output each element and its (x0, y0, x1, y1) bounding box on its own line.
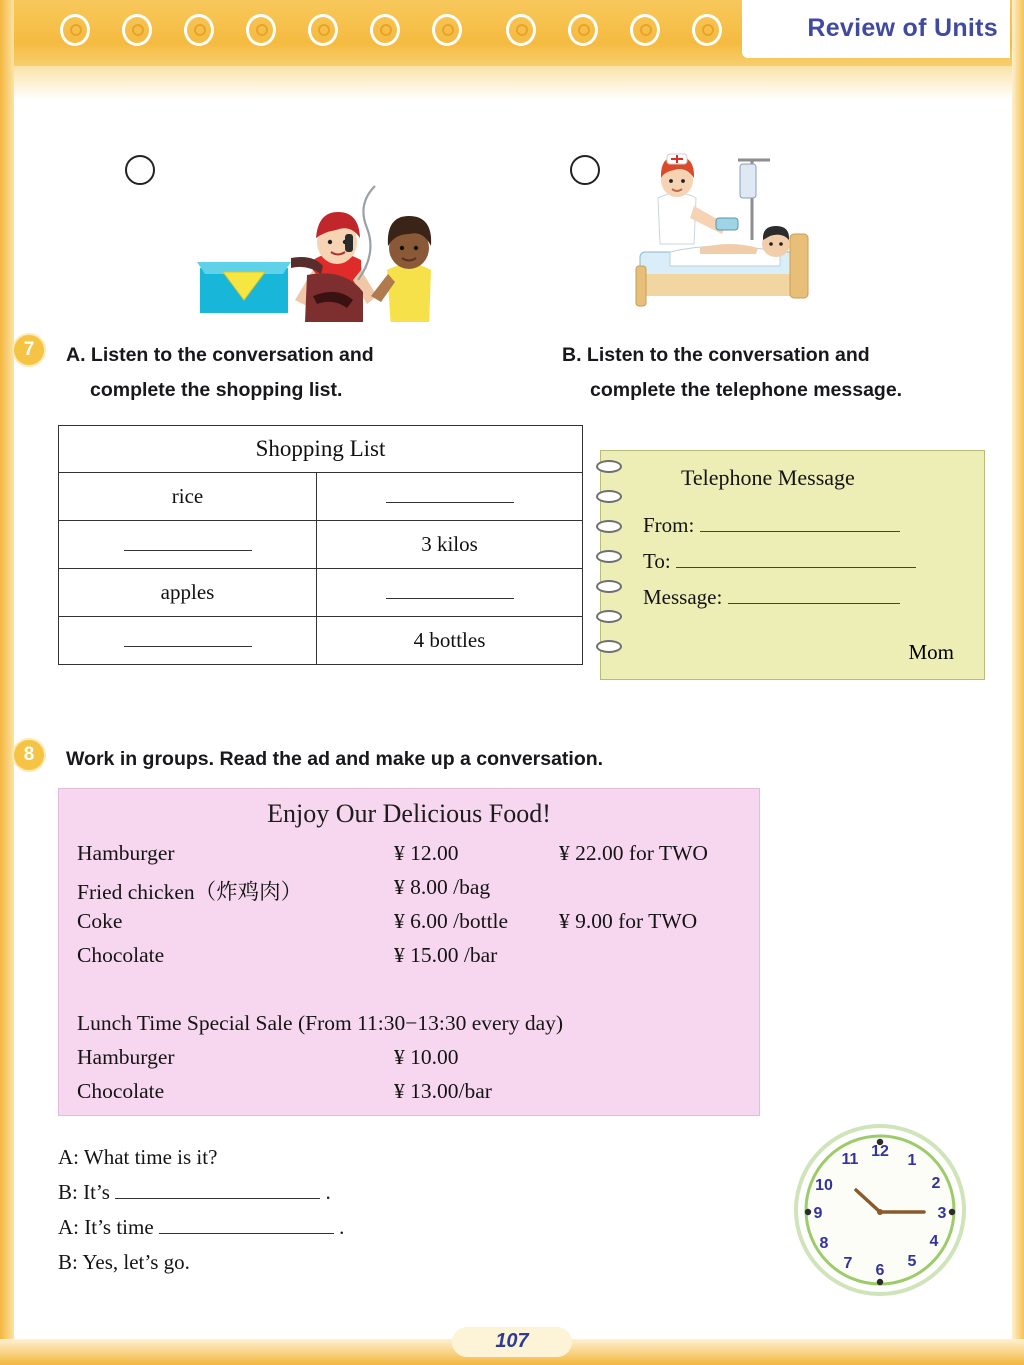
to-input-line[interactable] (676, 552, 916, 568)
ring-icon (308, 14, 338, 46)
ad-special-title: Lunch Time Special Sale (From 11:30−13:30 every day) (77, 1011, 564, 1035)
ad-item-extra-3: ¥ 9.00 for TWO (559, 909, 698, 933)
from-label: From: (643, 513, 695, 537)
ad-item-price-3: ¥ 6.00 /bottle (394, 909, 509, 933)
blank-line[interactable] (124, 536, 252, 551)
svg-text:11: 11 (841, 1151, 859, 1168)
svg-text:6: 6 (875, 1262, 885, 1279)
ad-special-name-2: Chocolate (77, 1079, 165, 1103)
telephone-message-title: Telephone Message (681, 465, 855, 490)
ring-icon (568, 14, 598, 46)
svg-text:12: 12 (871, 1143, 889, 1160)
to-label: To: (643, 549, 671, 573)
telephone-message-row (643, 585, 900, 610)
blank-line[interactable] (386, 488, 514, 503)
telephone-to-row (643, 549, 916, 574)
svg-text:10: 10 (815, 1177, 833, 1194)
dialogue-text-2: It’s (83, 1180, 110, 1204)
ring-icon (506, 14, 536, 46)
ring-icon (184, 14, 214, 46)
dialogue-speaker-1: A: (58, 1145, 79, 1169)
spiral-ring-icon (596, 640, 622, 653)
svg-text:5: 5 (907, 1253, 917, 1270)
ring-icon (60, 14, 90, 46)
task-7a-line1: A. Listen to the conversation and (66, 344, 374, 366)
task-8-text: Work in groups. Read the ad and make up a conversation. (66, 748, 604, 770)
ring-icon (122, 14, 152, 46)
telephone-message-pad (600, 450, 985, 680)
spiral-ring-icon (596, 490, 622, 503)
ad-item-name-1: Hamburger (77, 841, 175, 865)
task-7b-line2: complete the telephone message. (590, 379, 903, 401)
header-fade (0, 66, 1024, 100)
ring-icon (370, 14, 400, 46)
shopping-item-2[interactable] (59, 521, 317, 569)
page-header (0, 0, 1024, 100)
dialogue-speaker-2: B: (58, 1180, 78, 1204)
spiral-ring-icon (596, 520, 622, 533)
dialogue-speaker-3: A: (58, 1215, 79, 1239)
ring-icon (630, 14, 660, 46)
clock-illustration (790, 1120, 970, 1300)
dialogue-line-4 (58, 1250, 190, 1275)
message-input-line[interactable] (728, 588, 900, 604)
shopping-item-3: apples (59, 569, 317, 617)
ad-item-price-2: ¥ 8.00 /bag (394, 875, 491, 899)
task-7b-line1: B. Listen to the conversation and (562, 344, 870, 366)
table-row (59, 569, 583, 617)
svg-text:8: 8 (819, 1235, 829, 1252)
ad-special-name-1: Hamburger (77, 1045, 175, 1069)
dialogue-blank-3[interactable] (159, 1218, 334, 1234)
svg-text:3: 3 (937, 1205, 947, 1222)
ad-item-name-3: Coke (77, 909, 123, 933)
shopping-amount-1[interactable] (317, 473, 583, 521)
table-row (59, 426, 583, 473)
ad-item-price-4: ¥ 15.00 /bar (394, 943, 498, 967)
table-row (59, 617, 583, 665)
illustration-kitchen-phone (195, 150, 440, 322)
blank-line[interactable] (386, 584, 514, 599)
task-7a-text (66, 338, 536, 408)
task-7a-line2: complete the shopping list. (90, 379, 343, 401)
dialogue-text-3: It’s time (84, 1215, 154, 1239)
dialogue-line-1 (58, 1145, 217, 1170)
dialogue-end-3: . (339, 1215, 345, 1239)
spiral-ring-icon (596, 550, 622, 563)
dialogue-text-1: What time is it? (83, 1145, 218, 1169)
svg-text:9: 9 (813, 1205, 823, 1222)
svg-text:7: 7 (843, 1255, 853, 1272)
section-number-8: 8 (14, 740, 44, 770)
left-decorative-band (0, 0, 14, 1365)
dialogue-blank-2[interactable] (115, 1183, 320, 1199)
ad-item-name-4: Chocolate (77, 943, 165, 967)
ring-icon (432, 14, 462, 46)
section-number-7: 7 (14, 335, 44, 365)
ad-item-extra-1: ¥ 22.00 for TWO (559, 841, 708, 865)
task-7b-text (562, 338, 1024, 408)
spiral-ring-icon (596, 580, 622, 593)
shopping-amount-2: 3 kilos (317, 521, 583, 569)
spiral-ring-icon (596, 610, 622, 623)
table-row (59, 473, 583, 521)
pad-spiral-binding (596, 450, 626, 678)
blank-line[interactable] (124, 632, 252, 647)
ad-title: Enjoy Our Delicious Food! (267, 799, 551, 828)
ad-special-price-1: ¥ 10.00 (394, 1045, 459, 1069)
dialogue-text-4: Yes, let’s go. (82, 1250, 190, 1274)
dialogue-line-3 (58, 1215, 344, 1240)
message-label: Message: (643, 585, 723, 609)
page-title: Review of Units (807, 14, 998, 42)
shopping-amount-4: 4 bottles (317, 617, 583, 665)
ad-item-price-1: ¥ 12.00 (394, 841, 459, 865)
ad-special-price-2: ¥ 13.00/bar (394, 1079, 492, 1103)
table-row (59, 521, 583, 569)
right-decorative-band (1012, 0, 1024, 1365)
svg-text:1: 1 (907, 1152, 917, 1169)
shopping-amount-3[interactable] (317, 569, 583, 617)
shopping-list-title: Shopping List (59, 426, 583, 473)
ring-icon (692, 14, 722, 46)
illustration-nurse-patient (630, 148, 815, 320)
answer-circle-b[interactable] (570, 155, 600, 185)
dialogue-line-2 (58, 1180, 331, 1205)
dialogue-end-2: . (325, 1180, 331, 1204)
svg-text:2: 2 (931, 1175, 941, 1192)
shopping-list-table (58, 425, 583, 665)
svg-text:4: 4 (929, 1233, 939, 1250)
page-number: 107 (495, 1330, 529, 1352)
answer-circle-a[interactable] (125, 155, 155, 185)
shopping-item-4[interactable] (59, 617, 317, 665)
from-input-line[interactable] (700, 516, 900, 532)
ad-box (58, 788, 760, 1116)
dialogue-speaker-4: B: (58, 1250, 78, 1274)
telephone-from-row (643, 513, 900, 538)
shopping-item-1: rice (59, 473, 317, 521)
telephone-signature: Mom (908, 640, 954, 664)
spiral-ring-icon (596, 460, 622, 473)
ad-item-name-2: Fried chicken（炸鸡肉） (77, 880, 303, 904)
ring-icon (246, 14, 276, 46)
